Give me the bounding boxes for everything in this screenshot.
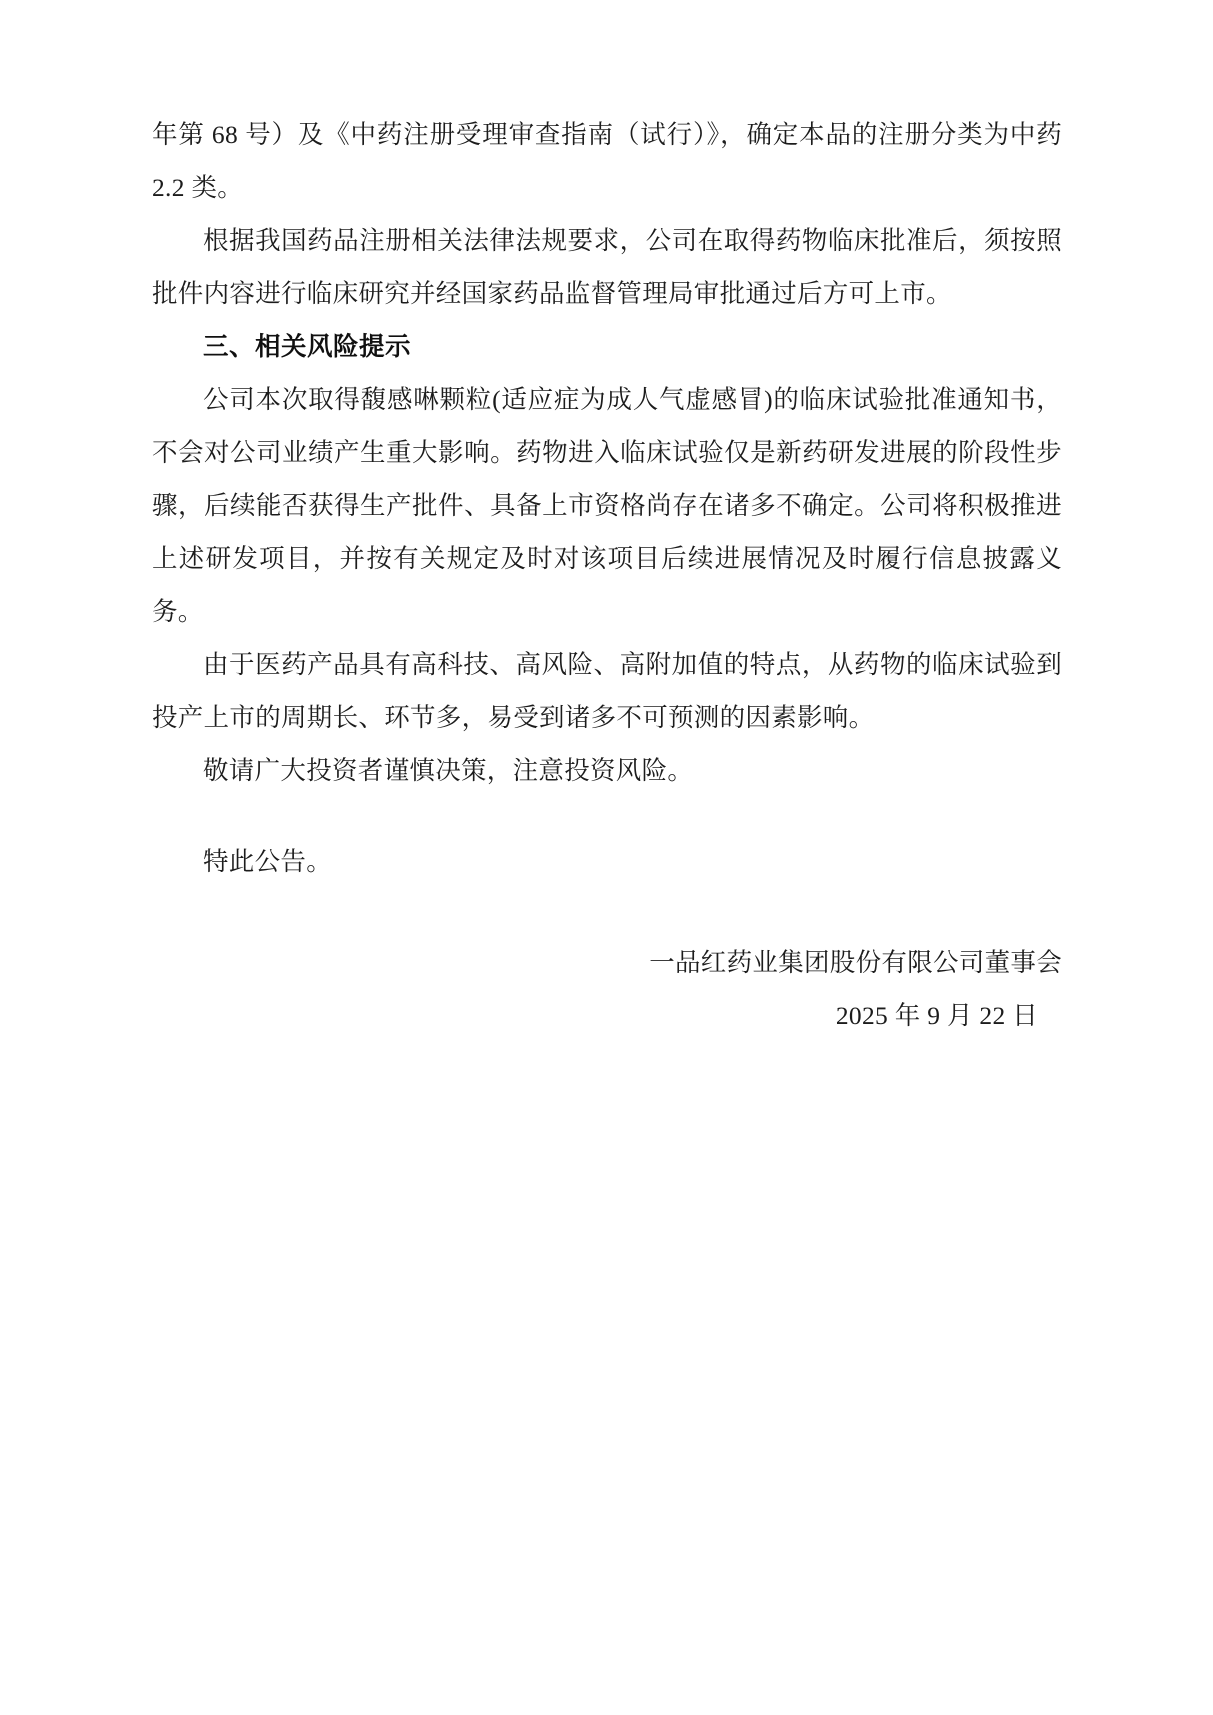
paragraph-approval-requirement: 根据我国药品注册相关法律法规要求，公司在取得药物临床批准后，须按照批件内容进行临床研究并经国家药品监督管理局审批通过后方可上市。: [152, 226, 1062, 308]
signature-block: [152, 936, 1062, 1042]
paragraph-risk-industry: 由于医药产品具有高科技、高风险、高附加值的特点，从药物的临床试验到投产上市的周期长、环节多，易受到诸多不可预测的因素影响。: [152, 650, 1062, 732]
section-heading-risk-warning: 三、相关风险提示: [203, 332, 412, 361]
paragraph-announcement-close: 特此公告。: [203, 847, 333, 876]
signature-date: 2025 年 9 月 22 日: [835, 1001, 1038, 1030]
signature-company: 一品红药业集团股份有限公司董事会: [649, 948, 1062, 977]
paragraph-risk-performance: 公司本次取得馥感啉颗粒(适应症为成人气虚感冒)的临床试验批准通知书，不会对公司业绩产生重大影响。药物进入临床试验仅是新药研发进展的阶段性步骤，后续能否获得生产批件、具备上市资格尚存在诸多不确定。公司将积极推进上述研发项目，并按有关规定及时对该项目后续进展情况及时履行信息披露义务。: [152, 385, 1062, 626]
paragraph-registration-category: 年第 68 号）及《中药注册受理审查指南（试行）》，确定本品的注册分类为中药 2.2 类。: [152, 120, 1062, 202]
paragraph-risk-advice: 敬请广大投资者谨慎决策，注意投资风险。: [203, 756, 694, 785]
document-body: [152, 108, 1062, 1042]
paragraph-spacer: [152, 797, 1062, 835]
